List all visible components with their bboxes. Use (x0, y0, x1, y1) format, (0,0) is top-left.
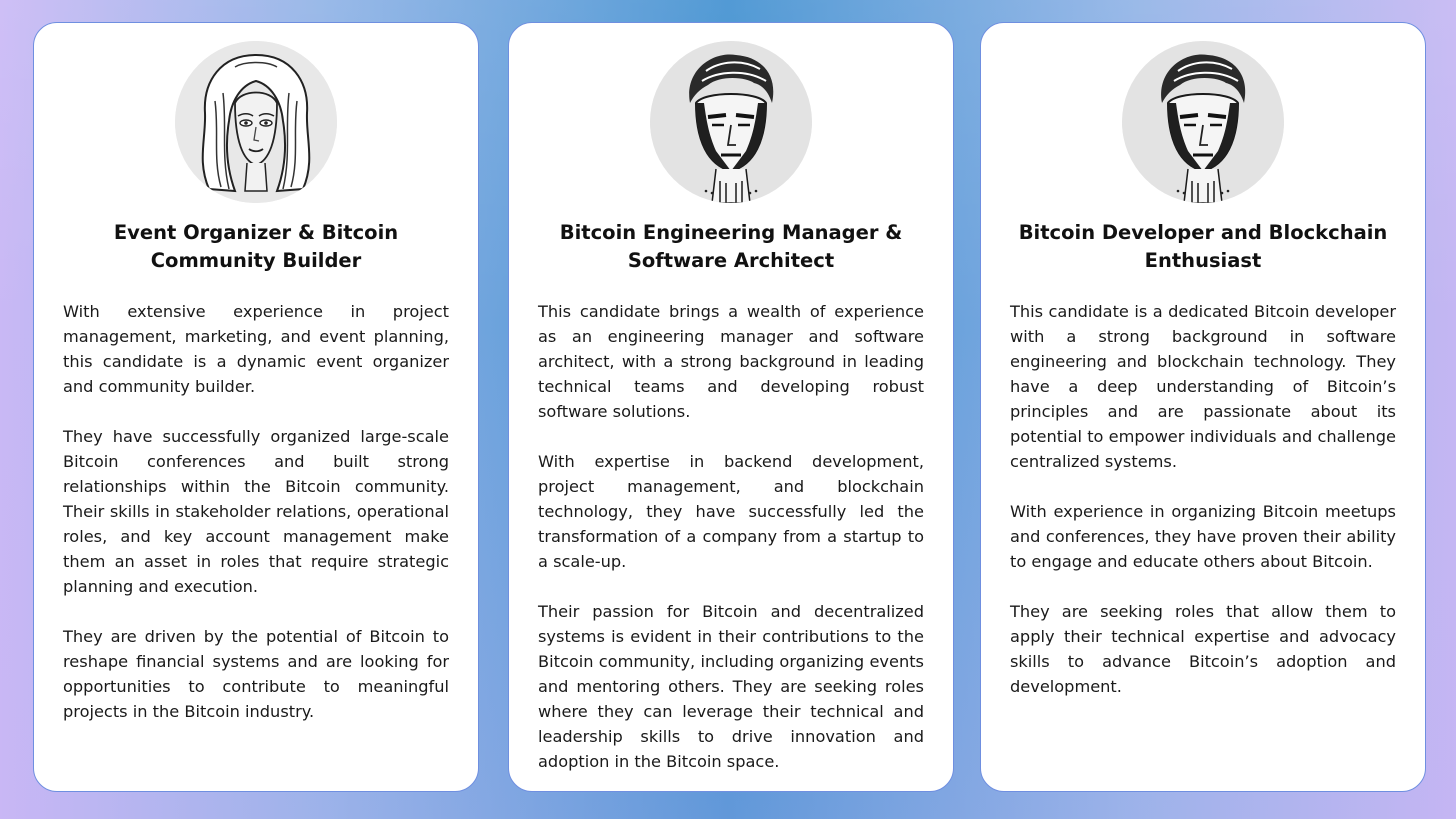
card-paragraph: Their passion for Bitcoin and decentralized systems is evident in their contributions to the Bitcoin community, including organizing events and mentoring others. They are seeking roles where they can leverage their technical and leadership skills to drive innovation and adoption in the Bitcoin space. (538, 602, 924, 771)
card-paragraph: This candidate brings a wealth of experience as an engineering manager and software architect, with a strong background in leading technical teams and developing robust software solutions. (538, 302, 924, 421)
card-description (1010, 299, 1396, 699)
card-title-line-1: Bitcoin Developer and Blockchain (1018, 221, 1388, 244)
card-paragraph: They have successfully organized large-scale Bitcoin conferences and built strong relationships within the Bitcoin community. Their skills in stakeholder relations, operational roles, and key account management make them an asset in roles that require strategic planning and execution. (63, 427, 449, 596)
card-title-line-1: Event Organizer & Bitcoin (113, 221, 399, 244)
card-paragraph: They are driven by the potential of Bitcoin to reshape financial systems and are looking for opportunities to contribute to meaningful projects in the Bitcoin industry. (63, 627, 449, 721)
card-title-line-2: Community Builder (150, 249, 362, 272)
male-portrait-icon (1122, 41, 1284, 203)
card-title-line-2: Software Architect (627, 249, 835, 272)
card-paragraph: With extensive experience in project management, marketing, and event planning, this candidate is a dynamic event organizer and community builder. (63, 302, 449, 396)
card-paragraph: They are seeking roles that allow them to apply their technical expertise and advocacy skills to advance Bitcoin’s adoption and development. (1010, 602, 1396, 696)
card-title-line-1: Bitcoin Engineering Manager & (559, 221, 903, 244)
card-description (63, 299, 449, 724)
card-paragraph: With expertise in backend development, project management, and blockchain technology, they have successfully led the transformation of a company from a startup to a scale-up. (538, 452, 924, 571)
card-title (529, 219, 933, 275)
card-description (538, 299, 924, 774)
candidate-card-event-organizer (33, 22, 479, 792)
female-portrait-icon (175, 41, 337, 203)
card-title-line-2: Enthusiast (1144, 249, 1262, 272)
card-title (54, 219, 458, 275)
card-paragraph: With experience in organizing Bitcoin meetups and conferences, they have proven their ability to engage and educate others about Bitcoin. (1010, 502, 1396, 571)
card-title (1001, 219, 1405, 275)
candidate-card-engineering-manager (508, 22, 954, 792)
card-paragraph: This candidate is a dedicated Bitcoin developer with a strong background in software engineering and blockchain technology. They have a deep understanding of Bitcoin’s principles and are passionate about its potential to empower individuals and challenge centralized systems. (1010, 302, 1396, 471)
male-portrait-icon (650, 41, 812, 203)
candidate-card-bitcoin-developer (980, 22, 1426, 792)
